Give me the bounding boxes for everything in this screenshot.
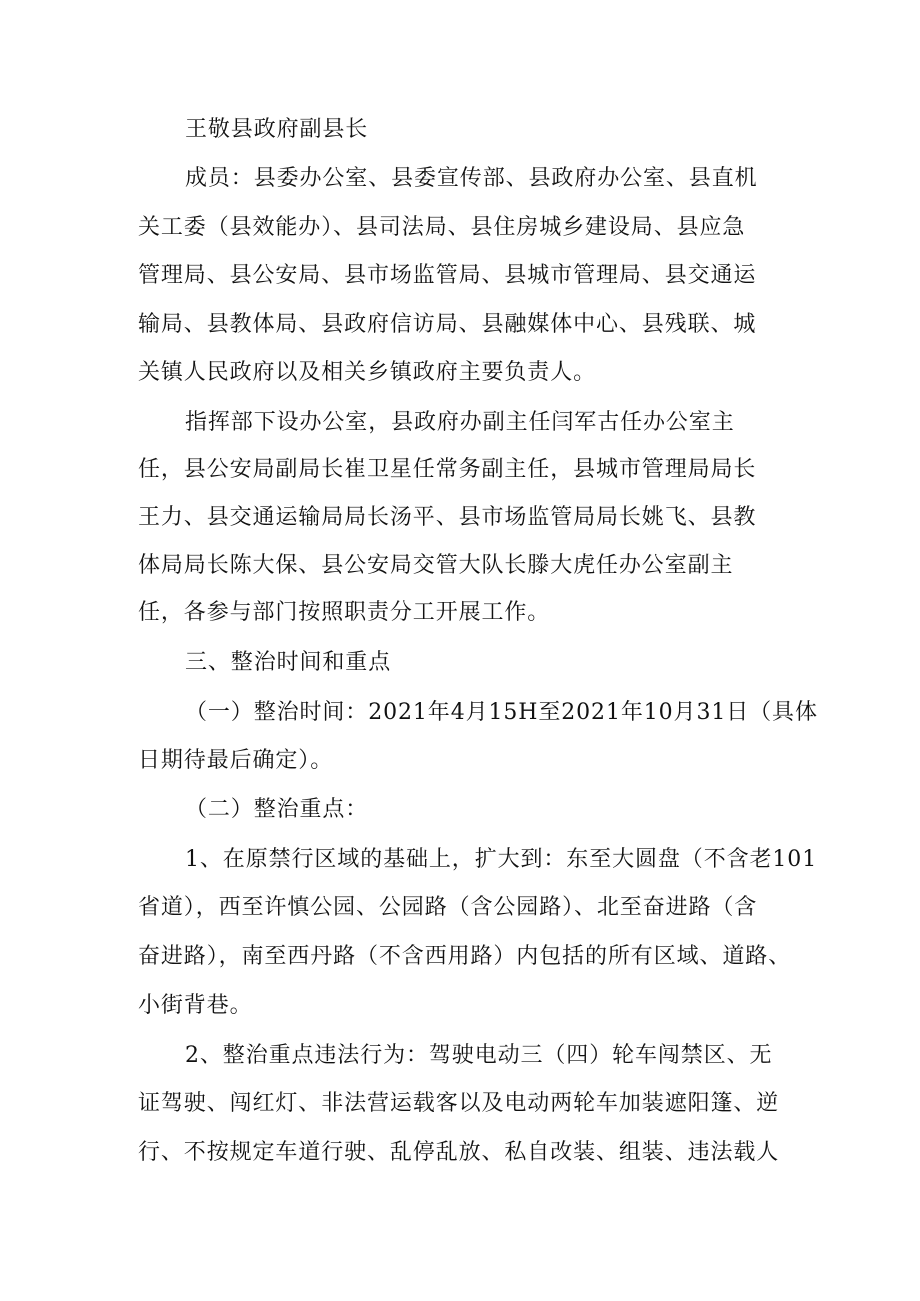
- text-line-office-3: 王力、县交通运输局局长汤平、县市场监管局局长姚飞、县教: [138, 505, 757, 530]
- text-line-violations-2: 证驾驶、闯红灯、非法营运载客以及电动两轮车加装遮阳篷、逆: [138, 1091, 780, 1116]
- text-line-office-5: 任，各参与部门按照职责分工开展工作。: [138, 600, 551, 625]
- text-line-time-2: 日期待最后确定）。: [138, 748, 334, 773]
- text-line-members-1: 成员：县委办公室、县委宣传部、县政府办公室、县直机: [185, 166, 758, 191]
- text-line-office-1: 指挥部下设办公室，县政府办副主任闫军古任办公室主: [185, 410, 735, 435]
- text-line-violations-1: 2、整治重点违法行为：驾驶电动三（四）轮车闯禁区、无: [185, 1043, 773, 1068]
- text-line-members-4: 输局、县教体局、县政府信访局、县融媒体中心、县残联、城: [138, 312, 757, 337]
- text-line-office-4: 体局局长陈大保、县公安局交管大队长滕大虎任办公室副主: [138, 553, 734, 578]
- text-line-area-3: 奋进路），南至西丹路（不含西用路）内包括的所有区域、道路、: [138, 944, 792, 969]
- text-line-time-1: （一）整治时间：2021年4月15H至2021年10月31日（具体: [185, 700, 818, 725]
- text-line-area-2: 省道），西至许慎公园、公园路（含公园路）、北至奋进路（含: [138, 895, 758, 920]
- text-line-members-5: 关镇人民政府以及相关乡镇政府主要负责人。: [138, 360, 597, 385]
- text-line-leader: 王敬县政府副县长: [185, 117, 369, 142]
- text-line-area-4: 小街背巷。: [138, 993, 253, 1018]
- text-line-violations-3: 行、不按规定车道行驶、乱停乱放、私自改装、组装、违法载人: [138, 1140, 780, 1165]
- text-line-area-1: 1、在原禁行区域的基础上，扩大到：东至大圆盘（不含老101: [185, 847, 818, 872]
- text-line-members-2: 关工委（县效能办）、县司法局、县住房城乡建设局、县应急: [138, 215, 746, 240]
- section-heading-3: 三、整治时间和重点: [185, 650, 392, 675]
- subheading-focus: （二）整治重点：: [185, 797, 369, 822]
- text-line-office-2: 任，县公安局副局长崔卫星任常务副主任，县城市管理局局长: [138, 457, 757, 482]
- text-line-members-3: 管理局、县公安局、县市场监管局、县城市管理局、县交通运: [138, 263, 757, 288]
